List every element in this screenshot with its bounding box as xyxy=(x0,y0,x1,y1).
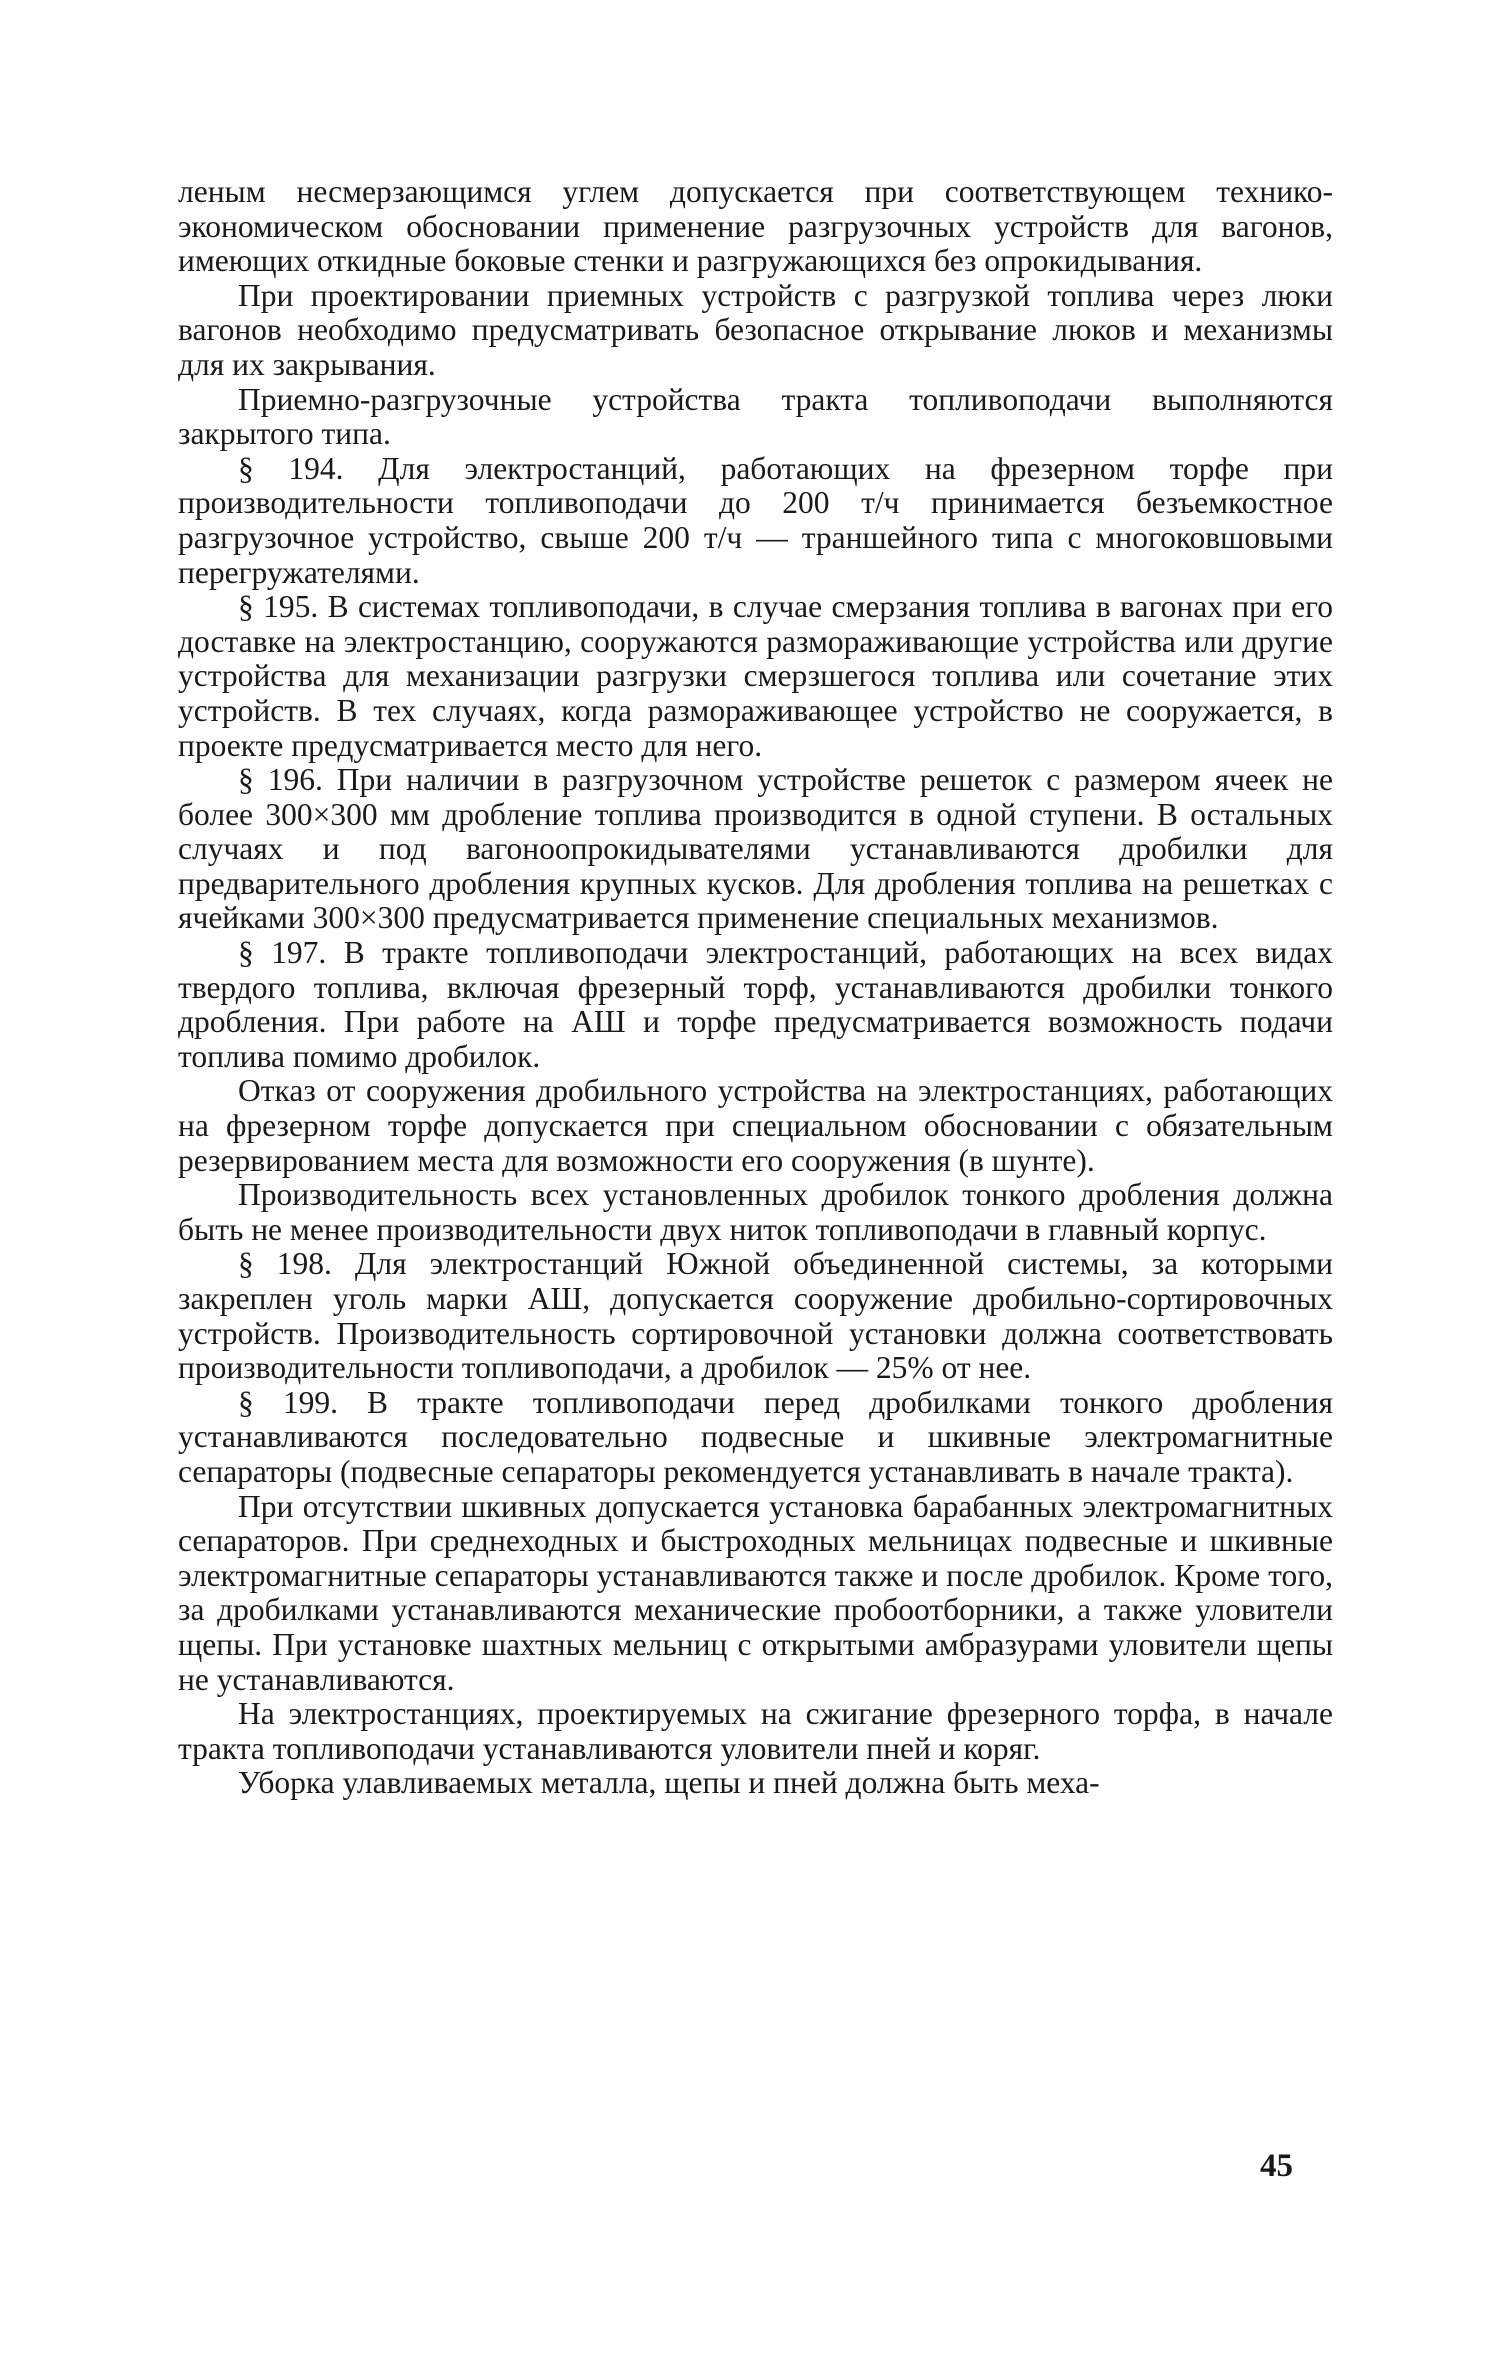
paragraph-crusher-capacity: Производительность всех установленных дробилок тонкого дробления должна быть не менее производительности двух ниток топливоподачи в главный корпус. xyxy=(178,1177,1333,1247)
paragraph-section-196: § 196. При наличии в разгрузочном устройстве решеток с размером ячеек не более 300×300 мм дробление топлива производится в одной ступени. В остальных случаях и под вагоноопрокидывателями устанавливаются дробилки для предварительного дробления крупных кусков. Для дробления топлива на решетках с ячейками 300×300 предусматривается применение специальных механизмов. xyxy=(178,762,1333,936)
page-body xyxy=(178,175,1333,1801)
paragraph-section-198: § 198. Для электростанций Южной объединенной системы, за которыми закреплен уголь марки АШ, допускается сооружение дробильно-сортировочных устройств. Производительность сортировочной установки должна соответствовать производительности топливоподачи, а дробилок — 25% от нее. xyxy=(178,1246,1333,1386)
paragraph-receiving-devices: При проектировании приемных устройств с разгрузкой топлива через люки вагонов необходимо предусматривать безопасное открывание люков и механизмы для их закрывания. xyxy=(178,277,1333,382)
paragraph-continuation: леным несмерзающимся углем допускается при соответствующем технико-экономическом обосновании применение разгрузочных устройств для вагонов, имеющих откидные боковые стенки и разгружающихся без опрокидывания. xyxy=(178,174,1333,279)
paragraph-section-197: § 197. В тракте топливоподачи электростанций, работающих на всех видах твердого топлива, включая фрезерный торф, устанавливаются дробилки тонкого дробления. При работе на АШ и торфе предусматривается возможность подачи топлива помимо дробилок. xyxy=(178,935,1333,1074)
paragraph-removal: Уборка улавливаемых металла, щепы и пней должна быть меха- xyxy=(238,1765,1100,1801)
page-number: 45 xyxy=(1260,2148,1293,2184)
paragraph-crusher-refusal: Отказ от сооружения дробильного устройства на электростанциях, работающих на фрезерном торфе допускается при специальном обосновании с обязательным резервированием места для возможности его сооружения (в шунте). xyxy=(178,1073,1333,1178)
paragraph-peat-catchers: На электростанциях, проектируемых на сжигание фрезерного торфа, в начале тракта топливоподачи устанавливаются уловители пней и коряг. xyxy=(178,1696,1333,1766)
paragraph-drum-separators: При отсутствии шкивных допускается установка барабанных электромагнитных сепараторов. При среднеходных и быстроходных мельницах подвесные и шкивные электромагнитные сепараторы устанавливаются также и после дробилок. Кроме того, за дробилками устанавливаются механические пробоотборники, а также уловители щепы. При установке шахтных мельниц с открытыми амбразурами уловители щепы не устанавливаются. xyxy=(178,1488,1333,1697)
paragraph-section-199: § 199. В тракте топливоподачи перед дробилками тонкого дробления устанавливаются последовательно подвесные и шкивные электромагнитные сепараторы (подвесные сепараторы рекомендуется устанавливать в начале тракта). xyxy=(178,1384,1333,1489)
paragraph-section-195: § 195. В системах топливоподачи, в случае смерзания топлива в вагонах при его доставке на электростанцию, сооружаются размораживающие устройства или другие устройства для механизации разгрузки смерзшегося топлива или сочетание этих устройств. В тех случаях, когда размораживающее устройство не сооружается, в проекте предусматривается место для него. xyxy=(178,589,1333,763)
paragraph-section-194: § 194. Для электростанций, работающих на фрезерном торфе при производительности топливоподачи до 200 т/ч принимается безъемкостное разгрузочное устройство, свыше 200 т/ч — траншейного типа с многоковшовыми перегружателями. xyxy=(178,450,1333,590)
paragraph-closed-type: Приемно-разгрузочные устройства тракта топливоподачи выполняются закрытого типа. xyxy=(178,381,1333,452)
